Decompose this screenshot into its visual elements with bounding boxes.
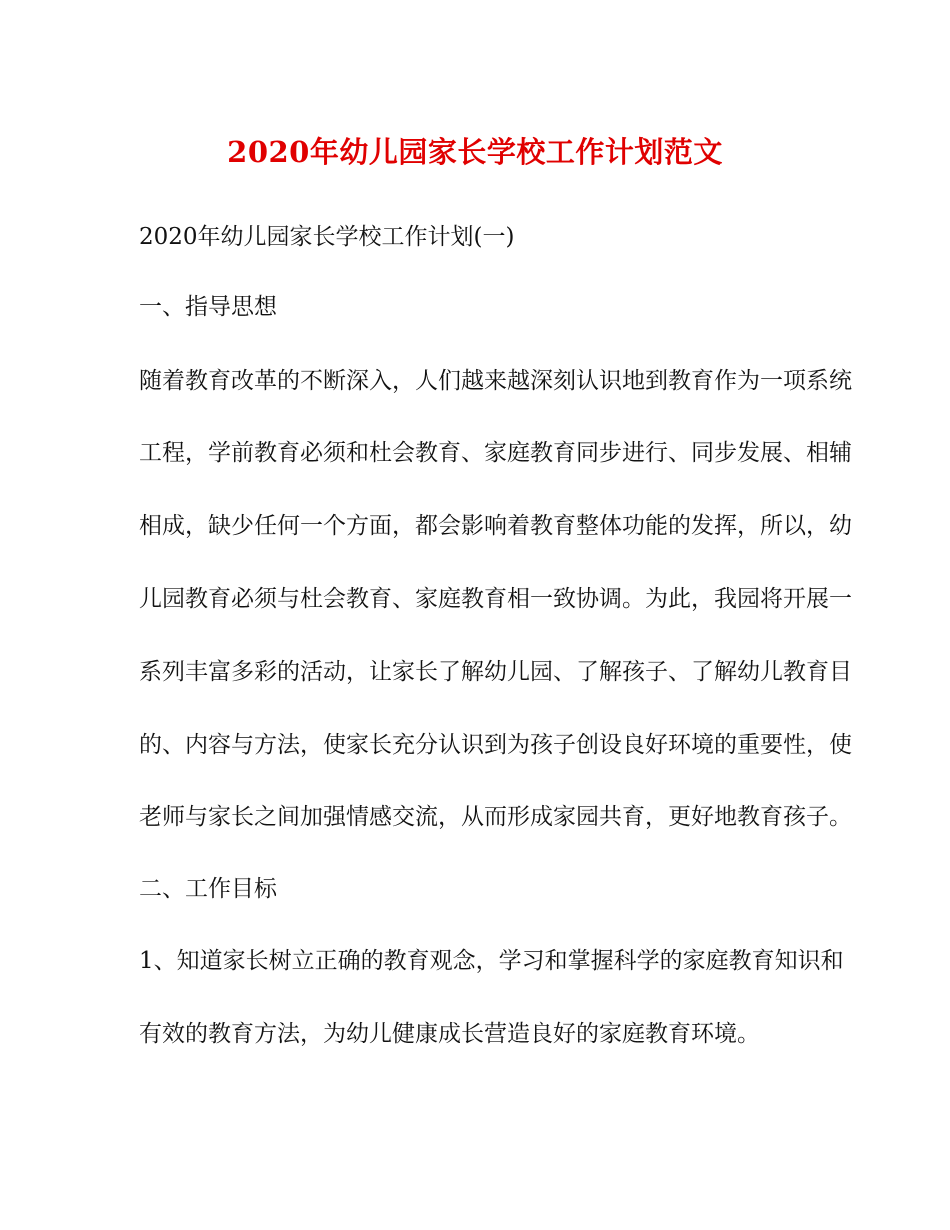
paragraph-line: 的、内容与方法，使家长充分认识到为孩子创设良好环境的重要性，使 [139, 732, 852, 758]
paragraph-line: 系列丰富多彩的活动，让家长了解幼儿园、了解孩子、了解幼儿教育目 [139, 659, 852, 685]
paragraph-line: 随着教育改革的不断深入，人们越来越深刻认识地到教育作为一项系统 [139, 368, 852, 394]
paragraph-line: 相成，缺少任何一个方面，都会影响着教育整体功能的发挥，所以，幼 [139, 513, 852, 539]
goal-line: 有效的教育方法，为幼儿健康成长营造良好的家庭教育环境。 [139, 1021, 760, 1047]
section-heading-guiding-ideology: 一、指导思想 [139, 294, 277, 320]
paragraph-line: 老师与家长之间加强情感交流，从而形成家园共育，更好地教育孩子。 [139, 804, 852, 830]
document-title: 2020年幼儿园家长学校工作计划范文 [227, 135, 723, 169]
section-heading-work-goals: 二、工作目标 [139, 876, 277, 902]
document-subtitle: 2020年幼儿园家长学校工作计划(一) [139, 224, 515, 250]
goal-line: 1、知道家长树立正确的教育观念，学习和掌握科学的家庭教育知识和 [139, 948, 844, 974]
paragraph-line: 儿园教育必须与杜会教育、家庭教育相一致协调。为此，我园将开展一 [139, 586, 852, 612]
paragraph-line: 工程，学前教育必须和杜会教育、家庭教育同步进行、同步发展、相辅 [139, 440, 852, 466]
